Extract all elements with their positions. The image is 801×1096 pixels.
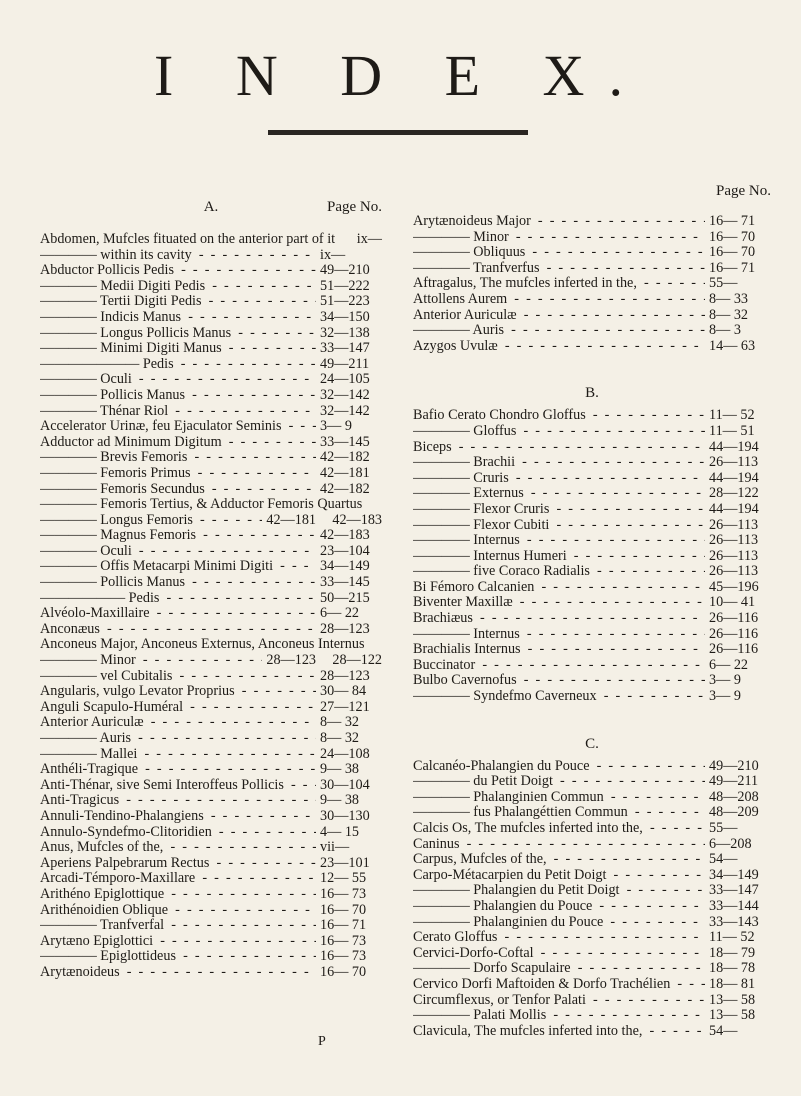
entry-page-ref: 33—144 bbox=[709, 897, 759, 914]
index-entry bbox=[40, 934, 382, 950]
entry-term: ———— Longus Femoris - - bbox=[40, 513, 262, 529]
index-entry bbox=[40, 762, 382, 778]
index-entry bbox=[40, 887, 382, 903]
entry-page-ref: 33—147 bbox=[709, 882, 759, 899]
entry-term: Annulo-Syndefmo-Clitoridien - - bbox=[40, 825, 316, 841]
entry-page-ref: 8— 32 bbox=[709, 306, 749, 323]
index-entry bbox=[413, 424, 771, 440]
entry-term: ——————— Pedis - - bbox=[40, 357, 316, 373]
entry-term: Circumflexus, or Tenfor Palati - - bbox=[413, 993, 705, 1009]
entry-page-ref: 24—105 bbox=[320, 371, 370, 388]
entry-page-ref: 44—194 bbox=[709, 500, 759, 517]
index-entry bbox=[40, 232, 382, 248]
entry-term: Brachiæus - - bbox=[413, 611, 705, 627]
entry-page-ref: 49—211 bbox=[709, 773, 759, 790]
entry-page-ref: 16— 73 bbox=[320, 932, 367, 949]
entry-list bbox=[413, 214, 771, 354]
entry-page-ref: 34—149 bbox=[709, 866, 759, 883]
index-entry bbox=[413, 486, 771, 502]
entry-page-ref: 30—130 bbox=[320, 807, 370, 824]
index-entry bbox=[40, 793, 382, 809]
entry-page-ref: 18— 78 bbox=[709, 960, 756, 977]
entry-term: Cervici-Dorfo-Coftal - - bbox=[413, 946, 705, 962]
entry-list bbox=[40, 232, 382, 981]
index-entry bbox=[413, 1024, 771, 1040]
entry-page-ref: 16— 71 bbox=[320, 917, 367, 934]
index-entry bbox=[40, 809, 382, 825]
index-entry bbox=[413, 549, 771, 565]
entry-page-ref: 23—101 bbox=[320, 854, 370, 871]
index-entry bbox=[40, 388, 382, 404]
entry-page-ref: 42—181 bbox=[320, 464, 370, 481]
index-entry bbox=[40, 871, 382, 887]
entry-term: Aftragalus, The mufcles inferted in the, - - bbox=[413, 276, 705, 292]
entry-term: ———— Auris - - bbox=[40, 731, 316, 747]
entry-term: ———— Thénar Riol - - bbox=[40, 404, 316, 420]
entry-page-ref: 18— 81 bbox=[709, 975, 756, 992]
entry-page-ref: 34—150 bbox=[320, 308, 370, 325]
index-entry bbox=[40, 840, 382, 856]
entry-term: Caninus - - bbox=[413, 837, 705, 853]
entry-term: ———— Cruris - - bbox=[413, 471, 705, 487]
index-entry bbox=[413, 611, 771, 627]
entry-term: ———— Femoris Primus - - bbox=[40, 466, 316, 482]
entry-term: ———— Tertii Digiti Pedis - - bbox=[40, 294, 316, 310]
entry-term: ———— Phalanginien Commun - - bbox=[413, 790, 705, 806]
index-entry bbox=[413, 852, 771, 868]
entry-term: ———— Femoris Tertius, & Adductor Femoris Quartus bbox=[40, 496, 363, 513]
entry-term: Carpus, Mufcles of the, - - bbox=[413, 852, 705, 868]
index-entry bbox=[40, 778, 382, 794]
entry-term: ———— Pollicis Manus - - bbox=[40, 575, 316, 591]
entry-term: Cerato Gloffus - - bbox=[413, 930, 705, 946]
entry-page-ref: 28—123 bbox=[320, 667, 370, 684]
index-entry bbox=[413, 689, 771, 705]
entry-term: Anterior Auriculæ - - bbox=[413, 308, 705, 324]
entry-page-ref: 26—113 bbox=[709, 563, 759, 580]
entry-term: Abdomen, Mufcles fituated on the anterior part of it bbox=[40, 231, 336, 247]
index-entry bbox=[40, 622, 382, 638]
entry-page-ref: 33—143 bbox=[709, 913, 759, 930]
entry-page-ref: 26—113 bbox=[709, 516, 759, 533]
entry-term: Anti-Tragicus - - bbox=[40, 793, 316, 809]
entry-term: ———— Dorfo Scapulaire - - bbox=[413, 961, 705, 977]
entry-page-ref: 26—113 bbox=[709, 532, 759, 549]
left-column-header bbox=[40, 200, 382, 232]
index-entry bbox=[40, 466, 382, 482]
entry-term: Anterior Auriculæ - - bbox=[40, 715, 316, 731]
index-entry bbox=[413, 595, 771, 611]
right-column bbox=[413, 183, 771, 1039]
entry-term: ———— Internus - - bbox=[413, 627, 705, 643]
entry-page-ref: 49—211 bbox=[320, 355, 370, 372]
entry-term: Anconeus Major, Anconeus Externus, Anconeus Internus bbox=[40, 636, 365, 653]
entry-page-ref: 16— 70 bbox=[709, 244, 756, 261]
entry-term: ———— Minor - - bbox=[413, 230, 705, 246]
index-entry bbox=[40, 248, 382, 264]
entry-page-ref: 51—222 bbox=[320, 277, 370, 294]
entry-page-ref: 13— 58 bbox=[709, 1007, 756, 1024]
index-entry bbox=[413, 658, 771, 674]
entry-page-ref: 26—116 bbox=[709, 625, 759, 642]
entry-term: Arithéno Epiglottique - - bbox=[40, 887, 316, 903]
entry-page-ref: 32—138 bbox=[320, 324, 370, 341]
entry-page-ref: 28—122 bbox=[709, 485, 759, 502]
entry-term: Arithénoidien Oblique - - bbox=[40, 903, 316, 919]
index-entry bbox=[40, 747, 382, 763]
index-entry bbox=[413, 790, 771, 806]
entry-term: ———— Pollicis Manus - - bbox=[40, 388, 316, 404]
entry-page-ref: 16— 70 bbox=[709, 228, 756, 245]
entry-page-ref: 18— 79 bbox=[709, 944, 756, 961]
entry-term: ———— Magnus Femoris - - bbox=[40, 528, 316, 544]
index-entry bbox=[40, 700, 382, 716]
entry-term: Calcanéo-Phalangien du Pouce - - bbox=[413, 759, 705, 775]
entry-page-ref: 3— 9 bbox=[709, 688, 741, 705]
entry-page-ref: 26—116 bbox=[709, 641, 759, 658]
index-entry bbox=[413, 946, 771, 962]
index-entry bbox=[40, 856, 382, 872]
index-entry bbox=[413, 455, 771, 471]
entry-page-ref: ix— bbox=[356, 231, 382, 247]
entry-term: ———— Minor - - bbox=[40, 653, 262, 669]
entry-term: Anti-Thénar, sive Semi Interoffeus Pollicis - - bbox=[40, 778, 316, 794]
index-entry bbox=[40, 965, 382, 981]
index-entry bbox=[413, 759, 771, 775]
index-entry bbox=[40, 669, 382, 685]
index-entry bbox=[413, 502, 771, 518]
entry-term: ———— fus Phalangéttien Commun - - bbox=[413, 805, 705, 821]
index-entry bbox=[413, 977, 771, 993]
left-column bbox=[40, 200, 382, 981]
entry-term: Calcis Os, The mufcles inferted into the, - - bbox=[413, 821, 705, 837]
entry-page-ref: 33—147 bbox=[320, 340, 370, 357]
entry-term: ———— Minimi Digiti Manus - - bbox=[40, 341, 316, 357]
index-entry bbox=[40, 419, 382, 435]
entry-page-ref: 26—116 bbox=[709, 610, 759, 627]
entry-page-ref: 11— 51 bbox=[709, 422, 755, 439]
entry-page-ref: 55— bbox=[709, 820, 738, 836]
entry-term: Anguli Scapulo-Huméral - - bbox=[40, 700, 316, 716]
index-entry bbox=[40, 825, 382, 841]
entry-term: ———— Tranfverfus - - bbox=[413, 261, 705, 277]
index-entry bbox=[413, 323, 771, 339]
index-entry bbox=[40, 263, 382, 279]
index-entry bbox=[413, 292, 771, 308]
index-entry bbox=[413, 230, 771, 246]
entry-term: Bulbo Cavernofus - - bbox=[413, 673, 705, 689]
index-entry bbox=[40, 715, 382, 731]
entry-page-ref: 42—183 bbox=[332, 511, 382, 528]
index-entry bbox=[413, 673, 771, 689]
index-entry bbox=[413, 580, 771, 596]
entry-page-ref: 12— 55 bbox=[320, 870, 367, 887]
entry-page-ref: 8— 33 bbox=[709, 290, 749, 307]
entry-term: Arytænoideus Major - - bbox=[413, 214, 705, 230]
entry-page-ref: 8— 3 bbox=[709, 322, 741, 339]
index-entry bbox=[413, 245, 771, 261]
entry-term: Bi Fémoro Calcanien - - bbox=[413, 580, 705, 596]
entry-page-ref: 28—123 bbox=[266, 652, 316, 669]
index-entry bbox=[413, 774, 771, 790]
entry-term: Anthéli-Tragique - - bbox=[40, 762, 316, 778]
index-entry bbox=[40, 918, 382, 934]
entry-page-ref: 50—215 bbox=[320, 589, 370, 606]
entry-page-ref: 48—209 bbox=[709, 804, 759, 821]
entry-term: ———— du Petit Doigt - - bbox=[413, 774, 705, 790]
entry-term: ———— Phalanginien du Pouce - - bbox=[413, 915, 705, 931]
index-entry bbox=[40, 482, 382, 498]
page-number-label: Page No. bbox=[327, 199, 382, 215]
index-entry bbox=[40, 559, 382, 575]
index-entry bbox=[40, 528, 382, 544]
index-entry bbox=[40, 357, 382, 373]
index-entry bbox=[40, 294, 382, 310]
index-entry bbox=[40, 372, 382, 388]
entry-page-ref: 26—113 bbox=[709, 454, 759, 471]
entry-term: ———— Externus - - bbox=[413, 486, 705, 502]
entry-page-ref: 51—223 bbox=[320, 293, 370, 310]
entry-list bbox=[413, 408, 771, 704]
index-entry bbox=[413, 961, 771, 977]
entry-page-ref: 45—196 bbox=[709, 578, 759, 595]
entry-page-ref: 49—210 bbox=[320, 262, 370, 279]
index-entry bbox=[413, 821, 771, 837]
entry-term: Bafio Cerato Chondro Gloffus - - bbox=[413, 408, 705, 424]
entry-term: Biventer Maxillæ - - bbox=[413, 595, 705, 611]
entry-term: Carpo-Métacarpien du Petit Doigt - - bbox=[413, 868, 705, 884]
entry-term: Anus, Mufcles of the, - - bbox=[40, 840, 316, 856]
entry-term: ———— Internus Humeri - - bbox=[413, 549, 705, 565]
entry-term: ———— Medii Digiti Pedis - - bbox=[40, 279, 316, 295]
index-entry bbox=[40, 606, 382, 622]
index-entry bbox=[413, 627, 771, 643]
entry-page-ref: 30—104 bbox=[320, 776, 370, 793]
entry-page-ref: 14— 63 bbox=[709, 337, 756, 354]
entry-term: ———— Auris - - bbox=[413, 323, 705, 339]
index-entry bbox=[413, 214, 771, 230]
entry-page-ref: 23—104 bbox=[320, 542, 370, 559]
index-entry bbox=[40, 513, 328, 529]
right-column-header bbox=[413, 183, 771, 214]
entry-term: Biceps - - bbox=[413, 440, 705, 456]
entry-term: ———— Phalangien du Petit Doigt - - bbox=[413, 883, 705, 899]
index-entry bbox=[413, 440, 771, 456]
index-entry bbox=[413, 339, 771, 355]
entry-page-ref: 48—208 bbox=[709, 788, 759, 805]
entry-page-ref: 9— 38 bbox=[320, 761, 360, 778]
index-entry bbox=[413, 1008, 771, 1024]
signature-mark: P bbox=[318, 1034, 326, 1049]
index-entry bbox=[413, 993, 771, 1009]
index-entry bbox=[40, 341, 382, 357]
index-entry bbox=[40, 544, 382, 560]
entry-page-ref: 16— 73 bbox=[320, 885, 367, 902]
entry-page-ref: 42—182 bbox=[320, 480, 370, 497]
entry-page-ref: 32—142 bbox=[320, 402, 370, 419]
entry-page-ref: 16— 70 bbox=[320, 901, 367, 918]
entry-term: ———— Epiglottideus - - bbox=[40, 949, 316, 965]
entry-page-ref: 54— bbox=[709, 1022, 738, 1039]
index-entry bbox=[413, 899, 771, 915]
index-entry bbox=[413, 930, 771, 946]
entry-term: Arytænoideus - - bbox=[40, 965, 316, 981]
index-entry bbox=[40, 435, 382, 451]
entry-term: Cervico Dorfi Maftoiden & Dorfo Trachélien - - bbox=[413, 977, 705, 993]
index-entry bbox=[413, 261, 771, 277]
entry-page-ref: 42—182 bbox=[320, 449, 370, 466]
entry-page-ref: 30— 84 bbox=[320, 683, 367, 700]
entry-page-ref: 8— 32 bbox=[320, 714, 360, 731]
entry-term: Anconæus - - bbox=[40, 622, 316, 638]
entry-term: Brachialis Internus - - bbox=[413, 642, 705, 658]
entry-term: ———— Syndefmo Caverneux - - bbox=[413, 689, 705, 705]
entry-page-ref: 54— bbox=[709, 851, 738, 868]
section-letter-a: A. bbox=[203, 199, 219, 215]
index-entry bbox=[413, 805, 771, 821]
entry-term: Adductor ad Minimum Digitum - - bbox=[40, 435, 316, 451]
entry-page-ref: 28—123 bbox=[320, 620, 370, 637]
entry-term: Attollens Aurem - - bbox=[413, 292, 705, 308]
entry-term: ———— five Coraco Radialis - - bbox=[413, 564, 705, 580]
index-entry bbox=[413, 915, 771, 931]
entry-term: ———— Longus Pollicis Manus - - bbox=[40, 326, 316, 342]
page-title: I N D E X. bbox=[154, 43, 647, 108]
entry-page-ref: 6— 22 bbox=[320, 605, 360, 622]
entry-page-ref: 55— bbox=[709, 275, 738, 292]
index-entry bbox=[40, 310, 382, 326]
entry-term: ———— Flexor Cubiti - - bbox=[413, 518, 705, 534]
entry-term: ———— Femoris Secundus - - bbox=[40, 482, 316, 498]
entry-term: ———— Brevis Femoris - - bbox=[40, 450, 316, 466]
index-entry bbox=[40, 684, 382, 700]
entry-term: ———— Phalangien du Pouce - - bbox=[413, 899, 705, 915]
index-entry bbox=[40, 949, 382, 965]
index-entry bbox=[40, 653, 328, 669]
index-entry bbox=[40, 903, 382, 919]
entry-term: Aperiens Palpebrarum Rectus - - bbox=[40, 856, 316, 872]
index-entry bbox=[40, 575, 382, 591]
entry-page-ref: 24—108 bbox=[320, 745, 370, 762]
entry-term: ———— Indicis Manus - - bbox=[40, 310, 316, 326]
entry-term: Azygos Uvulæ - - bbox=[413, 339, 705, 355]
entry-page-ref: 6— 22 bbox=[709, 656, 749, 673]
entry-term: Arcadi-Témporo-Maxillare - - bbox=[40, 871, 316, 887]
entry-term: Arytæno Epiglottici - - bbox=[40, 934, 316, 950]
entry-page-ref: 34—149 bbox=[320, 558, 370, 575]
entry-term: ———— Palati Mollis - - bbox=[413, 1008, 705, 1024]
entry-page-ref: 49—210 bbox=[709, 757, 759, 774]
entry-term: Annuli-Tendino-Phalangiens - - bbox=[40, 809, 316, 825]
entry-term: Clavicula, The mufcles inferted into the, - - bbox=[413, 1024, 705, 1040]
index-entry bbox=[413, 868, 771, 884]
entry-page-ref: ix— bbox=[320, 246, 346, 263]
index-entry bbox=[413, 883, 771, 899]
page-number-label: Page No. bbox=[716, 183, 771, 199]
entry-page-ref: 4— 15 bbox=[320, 823, 360, 840]
entry-page-ref: 42—181 bbox=[266, 511, 316, 528]
entry-page-ref: 8— 32 bbox=[320, 730, 360, 746]
entry-page-ref: 16— 71 bbox=[709, 213, 756, 229]
entry-page-ref: 26—113 bbox=[709, 547, 759, 564]
entry-term: Accelerator Urinæ, feu Ejaculator Seminis - - bbox=[40, 419, 316, 435]
entry-term: ———— within its cavity - - bbox=[40, 248, 316, 264]
index-entry bbox=[40, 731, 382, 747]
entry-page-ref: 44—194 bbox=[709, 469, 759, 486]
entry-term: ———— Gloffus - - bbox=[413, 424, 705, 440]
entry-page-ref: 13— 58 bbox=[709, 991, 756, 1008]
entry-page-ref: 42—183 bbox=[320, 527, 370, 544]
entry-page-ref: 3— 9 bbox=[709, 672, 741, 689]
index-entry bbox=[413, 518, 771, 534]
entry-page-ref: 16— 73 bbox=[320, 948, 367, 965]
entry-page-ref: 11— 52 bbox=[709, 407, 755, 424]
entry-term: ———— Tranfverfal - - bbox=[40, 918, 316, 934]
entry-term: ———— Offis Metacarpi Minimi Digiti - - bbox=[40, 559, 316, 575]
entry-term: ———— Internus - - bbox=[413, 533, 705, 549]
entry-term: ———— vel Cubitalis - - bbox=[40, 669, 316, 685]
entry-term: ———— Mallei - - bbox=[40, 747, 316, 763]
index-entry bbox=[413, 471, 771, 487]
entry-page-ref: 33—145 bbox=[320, 433, 370, 450]
entry-term: ———— Oculi - - bbox=[40, 544, 316, 560]
entry-page-ref: 6—208 bbox=[709, 835, 752, 852]
entry-page-ref: 3— 9 bbox=[320, 418, 352, 435]
section-letter-c: C. bbox=[585, 735, 599, 752]
entry-page-ref: 44—194 bbox=[709, 438, 759, 455]
entry-page-ref: 9— 38 bbox=[320, 792, 360, 809]
index-entry bbox=[413, 642, 771, 658]
entry-term: Buccinator - - bbox=[413, 658, 705, 674]
entry-page-ref: 16— 70 bbox=[320, 963, 367, 980]
entry-term: Alvéolo-Maxillaire - - bbox=[40, 606, 316, 622]
index-entry bbox=[40, 404, 382, 420]
index-entry bbox=[413, 408, 771, 424]
entry-page-ref: 16— 71 bbox=[709, 259, 756, 276]
entry-page-ref: vii— bbox=[320, 839, 350, 856]
entry-term: ———— Brachii - - bbox=[413, 455, 705, 471]
index-entry bbox=[40, 279, 382, 295]
index-entry bbox=[413, 837, 771, 853]
index-entry bbox=[40, 591, 382, 607]
entry-page-ref: 33—145 bbox=[320, 574, 370, 591]
entry-page-ref: 27—121 bbox=[320, 698, 370, 715]
entry-page-ref: 28—122 bbox=[332, 652, 382, 669]
entry-page-ref: 32—142 bbox=[320, 386, 370, 403]
index-entry bbox=[413, 533, 771, 549]
index-entry bbox=[413, 276, 771, 292]
entry-term: Abductor Pollicis Pedis - - bbox=[40, 263, 316, 279]
index-entry bbox=[413, 564, 771, 580]
entry-term: ———— Obliquus - - bbox=[413, 245, 705, 261]
entry-list bbox=[413, 759, 771, 1040]
entry-page-ref: 11— 52 bbox=[709, 929, 755, 946]
title-rule bbox=[268, 130, 528, 135]
entry-page-ref: 10— 41 bbox=[709, 594, 756, 611]
index-entry bbox=[40, 450, 382, 466]
index-entry bbox=[40, 326, 382, 342]
entry-term: Angularis, vulgo Levator Proprius - - bbox=[40, 684, 316, 700]
index-entry bbox=[413, 308, 771, 324]
entry-term: ———— Flexor Cruris - - bbox=[413, 502, 705, 518]
entry-term: ———— Oculi - - bbox=[40, 372, 316, 388]
entry-term: —————— Pedis - - bbox=[40, 591, 316, 607]
section-letter-b: B. bbox=[585, 385, 599, 402]
